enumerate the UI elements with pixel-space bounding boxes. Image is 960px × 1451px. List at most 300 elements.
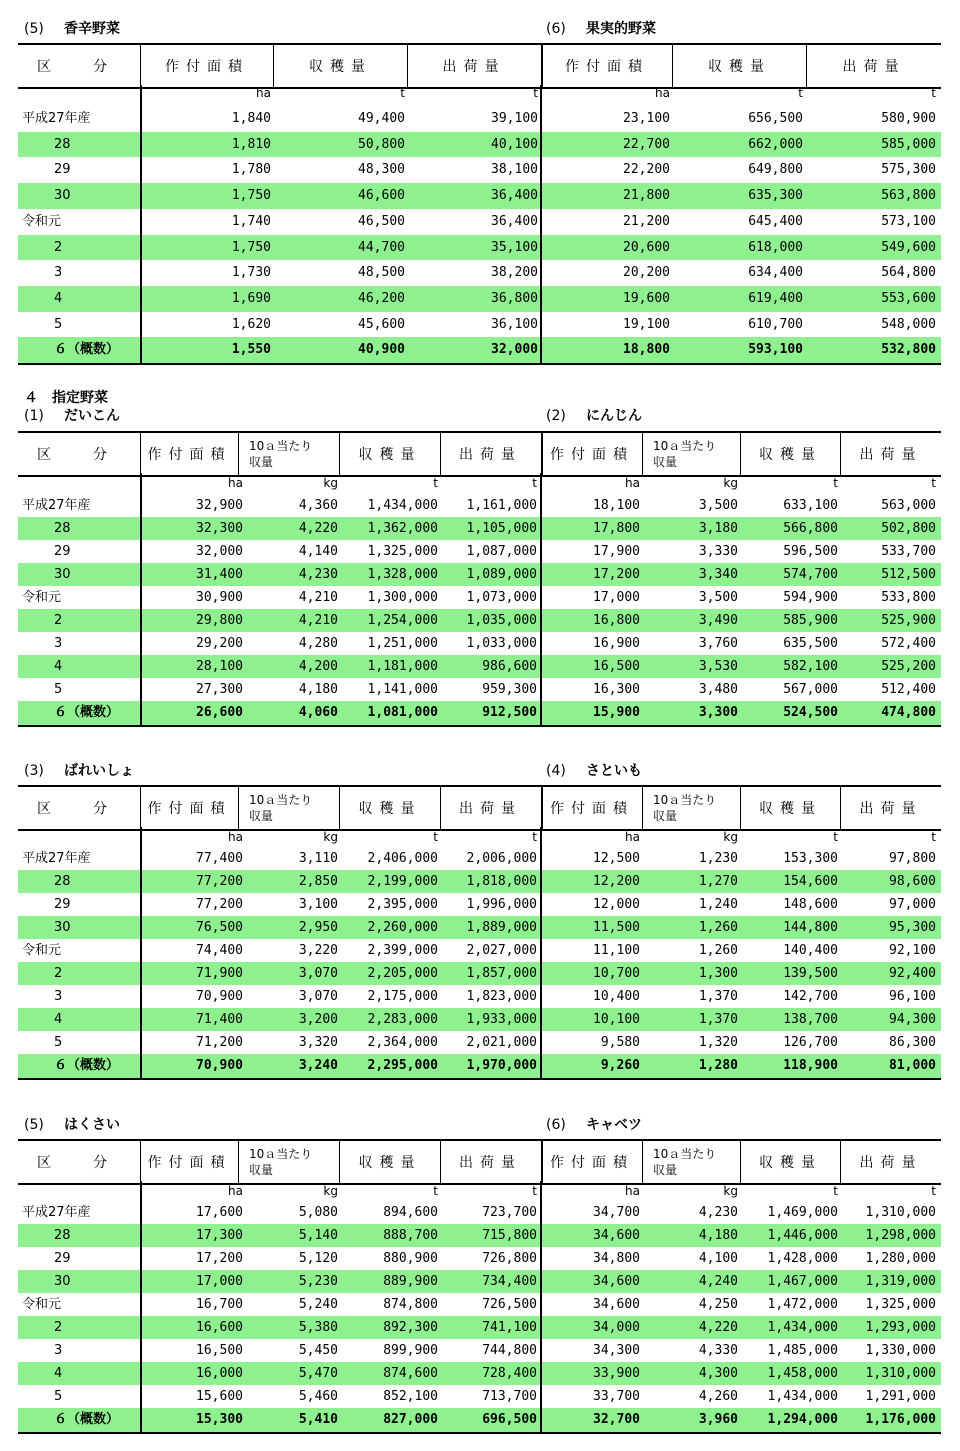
row-label: 平成27年産 (22, 111, 91, 126)
cell-value: 33,900 (593, 1366, 640, 1381)
header-yield-b: 量 (261, 455, 274, 469)
row-label: 28 (54, 874, 71, 889)
cell-value: 1,320 (698, 1035, 738, 1050)
cell-value: 1,550 (231, 342, 271, 358)
cell-value: 29,200 (196, 636, 243, 651)
cell-value: 4,220 (698, 1320, 738, 1335)
cell-value: 564,800 (881, 265, 936, 281)
cell-value: 4,220 (298, 521, 338, 536)
cell-value: 34,700 (593, 1205, 640, 1220)
cell-value: 574,700 (783, 567, 838, 582)
table-name: だいこん (64, 408, 120, 424)
cell-value: 4,140 (298, 544, 338, 559)
cell-value: 153,300 (783, 851, 838, 866)
row-label: 30 (54, 567, 71, 582)
table-row (18, 1408, 941, 1432)
cell-value: 525,900 (881, 613, 936, 628)
header-area: 作付面積 (147, 801, 232, 817)
cell-value: 5,230 (298, 1274, 338, 1289)
cell-value: 86,300 (889, 1035, 936, 1050)
cell-value: 16,700 (196, 1297, 243, 1312)
cell-value: 35,100 (491, 239, 538, 255)
cell-value: 1,840 (231, 111, 271, 126)
cell-value: 512,400 (881, 682, 936, 697)
cell-value: 16,500 (196, 1343, 243, 1358)
cell-value: 1,370 (698, 989, 738, 1004)
table-name: 果実的野菜 (586, 21, 656, 37)
row-label: 28 (54, 521, 71, 536)
row-label: 30 (54, 188, 71, 204)
cell-value: 126,700 (783, 1035, 838, 1050)
cell-value: 11,500 (593, 920, 640, 935)
cell-value: 16,800 (593, 613, 640, 628)
cell-value: 32,000 (196, 544, 243, 559)
header-kubun: 区 分 (37, 59, 121, 75)
cell-value: 1,310,000 (865, 1366, 936, 1381)
cell-value: 20,600 (623, 239, 670, 255)
cell-value: 1,181,000 (367, 659, 438, 674)
cell-value: 1,319,000 (865, 1274, 936, 1289)
header-yield-a: 収 (653, 1163, 666, 1177)
cell-value: 645,400 (748, 213, 803, 229)
cell-value: 40,100 (491, 136, 538, 152)
header-yield-bottom (249, 1162, 273, 1178)
table-row (18, 1362, 941, 1385)
cell-value: 1,818,000 (466, 874, 537, 889)
cell-value: 18,800 (623, 342, 670, 358)
cell-value: 2,021,000 (466, 1035, 537, 1050)
cell-value: 3,200 (298, 1012, 338, 1027)
header-shipment: 出荷量 (459, 801, 522, 817)
cell-value: 726,500 (482, 1297, 537, 1312)
cell-value: 549,600 (881, 239, 936, 255)
header-area: 作付面積 (165, 59, 249, 75)
header-harvest: 収穫量 (759, 801, 822, 817)
row-label: 4 (54, 290, 63, 306)
cell-value: 649,800 (748, 162, 803, 178)
cell-value: 17,300 (196, 1228, 243, 1243)
cell-value: 15,300 (196, 1412, 243, 1427)
cell-value: 1,325,000 (367, 544, 438, 559)
table-row (18, 1224, 941, 1247)
table-row (18, 1270, 941, 1293)
cell-value: 1,996,000 (466, 897, 537, 912)
cell-value: 70,900 (196, 989, 243, 1004)
row-label: 2 (54, 1320, 63, 1335)
cell-value: 34,000 (593, 1320, 640, 1335)
cell-value: 892,300 (383, 1320, 438, 1335)
cell-value: 2,395,000 (367, 897, 438, 912)
cell-value: 1,485,000 (767, 1343, 838, 1358)
row-label: ６（概数） (54, 342, 120, 358)
cell-value: 894,600 (383, 1205, 438, 1220)
row-label: 令和元 (22, 1297, 62, 1312)
cell-value: 1,730 (231, 265, 271, 281)
cell-value: 3,500 (698, 498, 738, 513)
cell-value: 728,400 (482, 1366, 537, 1381)
cell-value: 1,434,000 (767, 1389, 838, 1404)
cell-value: 26,600 (196, 705, 243, 720)
cell-value: 1,810 (231, 136, 271, 152)
row-label: 30 (54, 920, 71, 935)
row-label: 28 (54, 136, 71, 152)
table-number: (6) (546, 21, 566, 37)
cell-value: 4,180 (698, 1228, 738, 1243)
cell-value: 4,060 (298, 705, 338, 720)
cell-value: 5,450 (298, 1343, 338, 1358)
cell-value: 2,295,000 (367, 1058, 438, 1073)
cell-value: 22,700 (623, 136, 670, 152)
cell-value: 10,100 (593, 1012, 640, 1027)
cell-value: 17,900 (593, 544, 640, 559)
cell-value: 3,070 (298, 966, 338, 981)
cell-value: 524,500 (783, 705, 838, 720)
cell-value: 1,933,000 (466, 1012, 537, 1027)
cell-value: 81,000 (889, 1058, 936, 1073)
unit-label: kg (723, 476, 738, 490)
cell-value: 1,089,000 (466, 567, 537, 582)
cell-value: 1,081,000 (367, 705, 438, 720)
cell-value: 23,100 (623, 111, 670, 126)
cell-value: 17,800 (593, 521, 640, 536)
cell-value: 148,600 (783, 897, 838, 912)
row-label: 5 (54, 682, 63, 697)
cell-value: 899,900 (383, 1343, 438, 1358)
cell-value: 19,600 (623, 290, 670, 306)
cell-value: 1,467,000 (767, 1274, 838, 1289)
cell-value: 741,100 (482, 1320, 537, 1335)
cell-value: 142,700 (783, 989, 838, 1004)
cell-value: 4,250 (698, 1297, 738, 1312)
row-label: 29 (54, 897, 71, 912)
unit-label: t (931, 86, 936, 100)
cell-value: 2,027,000 (466, 943, 537, 958)
cell-value: 1,270 (698, 874, 738, 889)
cell-value: 94,300 (889, 1012, 936, 1027)
cell-value: 635,500 (783, 636, 838, 651)
cell-value: 139,500 (783, 966, 838, 981)
cell-value: 532,800 (881, 342, 936, 358)
header-yield-a: 収 (653, 809, 666, 823)
table-row (18, 1339, 941, 1362)
cell-value: 696,500 (482, 1412, 537, 1427)
cell-value: 1,300,000 (367, 590, 438, 605)
cell-value: 10,700 (593, 966, 640, 981)
cell-value: 34,600 (593, 1297, 640, 1312)
cell-value: 5,460 (298, 1389, 338, 1404)
cell-value: 2,260,000 (367, 920, 438, 935)
cell-value: 3,100 (298, 897, 338, 912)
cell-value: 635,300 (748, 188, 803, 204)
cell-value: 44,700 (358, 239, 405, 255)
cell-value: 580,900 (881, 111, 936, 126)
cell-value: 1,294,000 (767, 1412, 838, 1427)
cell-value: 1,780 (231, 162, 271, 178)
cell-value: 5,120 (298, 1251, 338, 1266)
row-label: 5 (54, 1389, 63, 1404)
table-row (18, 1201, 941, 1224)
cell-value: 3,500 (698, 590, 738, 605)
cell-value: 4,260 (698, 1389, 738, 1404)
unit-label: ha (625, 1184, 640, 1198)
cell-value: 553,600 (881, 290, 936, 306)
cell-value: 77,200 (196, 874, 243, 889)
header-divider (339, 1141, 340, 1183)
unit-label: kg (323, 1184, 338, 1198)
cell-value: 959,300 (482, 682, 537, 697)
row-label: 令和元 (22, 590, 62, 605)
unit-label: t (433, 476, 438, 490)
cell-value: 1,310,000 (865, 1205, 936, 1220)
cell-value: 34,800 (593, 1251, 640, 1266)
cell-value: 11,100 (593, 943, 640, 958)
cell-value: 95,300 (889, 920, 936, 935)
cell-value: 27,300 (196, 682, 243, 697)
cell-value: 2,205,000 (367, 966, 438, 981)
cell-value: 21,200 (623, 213, 670, 229)
header-kubun: 区 分 (37, 447, 121, 463)
cell-value: 34,300 (593, 1343, 640, 1358)
cell-value: 596,500 (783, 544, 838, 559)
cell-value: 4,230 (698, 1205, 738, 1220)
cell-value: 1,362,000 (367, 521, 438, 536)
cell-value: 1,325,000 (865, 1297, 936, 1312)
row-label: 平成27年産 (22, 498, 91, 513)
unit-label: t (798, 86, 803, 100)
cell-value: 889,900 (383, 1274, 438, 1289)
cell-value: 4,240 (698, 1274, 738, 1289)
cell-value: 1,260 (698, 920, 738, 935)
header-area: 作付面積 (550, 447, 634, 463)
cell-value: 3,760 (698, 636, 738, 651)
row-label: 3 (54, 265, 63, 281)
unit-label: kg (723, 1184, 738, 1198)
header-harvest: 収穫量 (358, 801, 422, 817)
cell-value: 2,175,000 (367, 989, 438, 1004)
cell-value: 533,700 (881, 544, 936, 559)
header-yield-a: 収 (653, 455, 666, 469)
cell-value: 548,000 (881, 316, 936, 332)
row-label: 令和元 (22, 943, 62, 958)
cell-value: 140,400 (783, 943, 838, 958)
cell-value: 1,293,000 (865, 1320, 936, 1335)
cell-value: 1,472,000 (767, 1297, 838, 1312)
cell-value: 4,180 (298, 682, 338, 697)
header-yield-top: 10ａ当たり (653, 1147, 717, 1161)
unit-label: t (533, 86, 538, 100)
cell-value: 2,950 (298, 920, 338, 935)
cell-value: 1,280 (698, 1058, 738, 1073)
cell-value: 50,800 (358, 136, 405, 152)
row-label: 3 (54, 1343, 63, 1358)
cell-value: 2,364,000 (367, 1035, 438, 1050)
cell-value: 19,100 (623, 316, 670, 332)
header-divider (840, 1141, 841, 1183)
header-yield-b: 量 (665, 809, 678, 823)
header-area: 作付面積 (147, 1155, 232, 1171)
table-header (18, 1139, 941, 1185)
cell-value: 4,100 (698, 1251, 738, 1266)
cell-value: 98,600 (889, 874, 936, 889)
cell-value: 1,740 (231, 213, 271, 229)
table-row (18, 1293, 941, 1316)
cell-value: 38,100 (491, 162, 538, 178)
cell-value: 1,251,000 (367, 636, 438, 651)
table-name: はくさい (64, 1117, 120, 1133)
unit-row (18, 1184, 941, 1200)
header-yield-top: 10ａ当たり (249, 793, 313, 807)
cell-value: 4,210 (298, 613, 338, 628)
header-area: 作付面積 (147, 447, 232, 463)
header-yield-b: 量 (261, 1163, 274, 1177)
cell-value: 888,700 (383, 1228, 438, 1243)
header-harvest: 収穫量 (358, 447, 422, 463)
cell-value: 96,100 (889, 989, 936, 1004)
unit-label: t (433, 1184, 438, 1198)
label-divider (140, 1181, 142, 1432)
cell-value: 3,330 (698, 544, 738, 559)
header-shipment: 出荷量 (442, 59, 506, 75)
cell-value: 1,280,000 (865, 1251, 936, 1266)
cell-value: 2,850 (298, 874, 338, 889)
cell-value: 723,700 (482, 1205, 537, 1220)
unit-label: t (532, 476, 537, 490)
cell-value: 2,406,000 (367, 851, 438, 866)
cell-value: 1,260 (698, 943, 738, 958)
cell-value: 38,200 (491, 265, 538, 281)
cell-value: 618,000 (748, 239, 803, 255)
cell-value: 5,380 (298, 1320, 338, 1335)
row-label: 5 (54, 1035, 63, 1050)
row-label: 4 (54, 1366, 63, 1381)
header-yield-b: 量 (665, 455, 678, 469)
cell-value: 3,240 (298, 1058, 338, 1073)
cell-value: 1,298,000 (865, 1228, 936, 1243)
row-label: 令和元 (22, 213, 62, 229)
cell-value: 71,400 (196, 1012, 243, 1027)
cell-value: 77,400 (196, 851, 243, 866)
cell-value: 92,400 (889, 966, 936, 981)
row-label: 3 (54, 989, 63, 1004)
header-shipment: 出荷量 (859, 1155, 923, 1171)
cell-value: 20,200 (623, 265, 670, 281)
cell-value: 1,970,000 (466, 1058, 537, 1073)
cell-value: 3,180 (698, 521, 738, 536)
cell-value: 3,530 (698, 659, 738, 674)
header-divider (541, 1141, 543, 1183)
cell-value: 92,100 (889, 943, 936, 958)
cell-value: 1,161,000 (466, 498, 537, 513)
cell-value: 633,100 (783, 498, 838, 513)
cell-value: 512,500 (881, 567, 936, 582)
cell-value: 154,600 (783, 874, 838, 889)
cell-value: 22,200 (623, 162, 670, 178)
cell-value: 31,400 (196, 567, 243, 582)
header-yield (239, 1141, 339, 1183)
unit-label: ha (256, 86, 271, 100)
cell-value: 138,700 (783, 1012, 838, 1027)
cell-value: 2,399,000 (367, 943, 438, 958)
cell-value: 5,140 (298, 1228, 338, 1243)
cell-value: 3,490 (698, 613, 738, 628)
cell-value: 734,400 (482, 1274, 537, 1289)
cell-value: 1,291,000 (865, 1389, 936, 1404)
cell-value: 1,105,000 (466, 521, 537, 536)
table-number: (1) (24, 408, 44, 424)
cell-value: 71,900 (196, 966, 243, 981)
header-area: 作付面積 (550, 801, 634, 817)
cell-value: 16,500 (593, 659, 640, 674)
row-label: 2 (54, 239, 63, 255)
cell-value: 874,800 (383, 1297, 438, 1312)
cell-value: 986,600 (482, 659, 537, 674)
cell-value: 3,960 (698, 1412, 738, 1427)
cell-value: 1,434,000 (767, 1320, 838, 1335)
header-divider (238, 1141, 239, 1183)
header-divider (440, 1141, 441, 1183)
header-divider (642, 1141, 643, 1183)
cell-value: 1,328,000 (367, 567, 438, 582)
cell-value: 12,500 (593, 851, 640, 866)
cell-value: 40,900 (358, 342, 405, 358)
cell-value: 502,800 (881, 521, 936, 536)
header-harvest: 収穫量 (759, 1155, 822, 1171)
unit-label: ha (655, 86, 670, 100)
table-row (18, 1316, 941, 1339)
header-yield (643, 1141, 740, 1183)
cell-value: 1,035,000 (466, 613, 537, 628)
cell-value: 28,100 (196, 659, 243, 674)
cell-value: 1,469,000 (767, 1205, 838, 1220)
cell-value: 610,700 (748, 316, 803, 332)
cell-value: 36,400 (491, 188, 538, 204)
cell-value: 3,480 (698, 682, 738, 697)
cell-value: 48,300 (358, 162, 405, 178)
cell-value: 12,000 (593, 897, 640, 912)
cell-value: 10,400 (593, 989, 640, 1004)
cell-value: 4,300 (698, 1366, 738, 1381)
cell-value: 1,087,000 (466, 544, 537, 559)
section-title: ４ 指定野菜 (24, 390, 108, 406)
unit-label: t (833, 476, 838, 490)
cell-value: 1,254,000 (367, 613, 438, 628)
row-label: 平成27年産 (22, 851, 91, 866)
unit-label: ha (228, 830, 243, 844)
header-yield-a: 収 (249, 1163, 262, 1177)
cell-value: 18,100 (593, 498, 640, 513)
cell-value: 74,400 (196, 943, 243, 958)
row-label: 29 (54, 1251, 71, 1266)
row-label: 5 (54, 316, 63, 332)
cell-value: 16,900 (593, 636, 640, 651)
cell-value: 585,000 (881, 136, 936, 152)
cell-value: 49,400 (358, 111, 405, 126)
cell-value: 2,006,000 (466, 851, 537, 866)
cell-value: 17,200 (593, 567, 640, 582)
table-bottom-rule (18, 1432, 941, 1434)
cell-value: 97,000 (889, 897, 936, 912)
cell-value: 48,500 (358, 265, 405, 281)
cell-value: 1,750 (231, 239, 271, 255)
cell-value: 726,800 (482, 1251, 537, 1266)
table-name: ばれいしょ (64, 763, 134, 779)
unit-label: t (532, 1184, 537, 1198)
cell-value: 17,200 (196, 1251, 243, 1266)
cell-value: 34,600 (593, 1274, 640, 1289)
cell-value: 118,900 (783, 1058, 838, 1073)
cell-value: 17,000 (196, 1274, 243, 1289)
header-divider (140, 1141, 141, 1183)
